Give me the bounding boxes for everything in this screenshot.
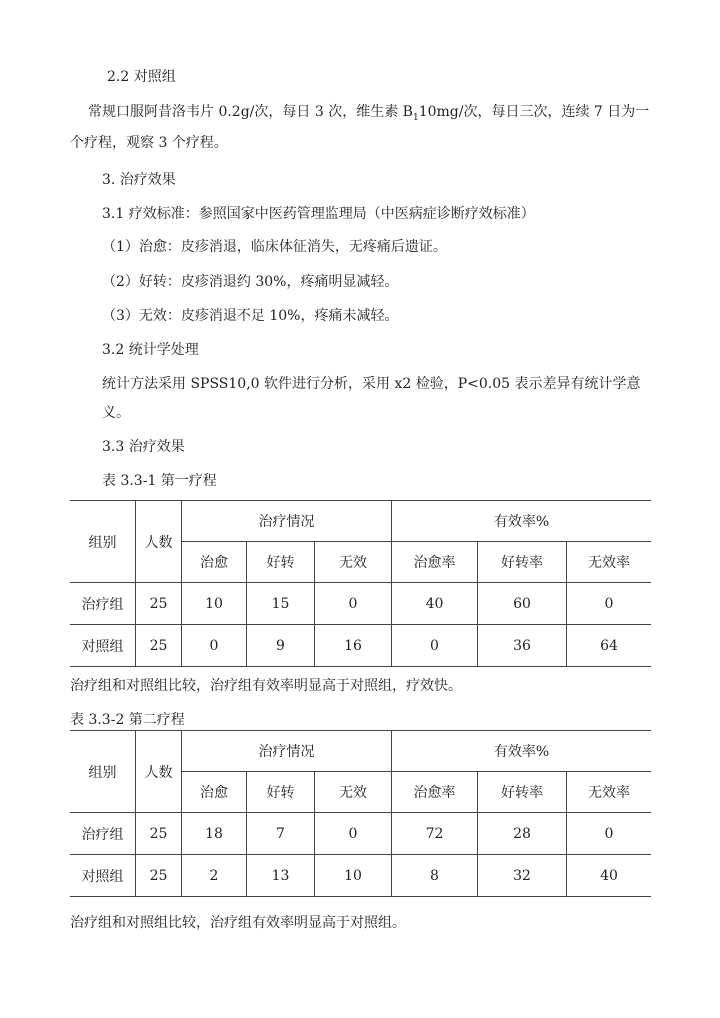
cell: 0 (392, 625, 478, 667)
section-heading: 3.2 统计学处理 (102, 342, 199, 358)
results-table-1 (70, 500, 651, 667)
paragraph: 统计方法采用 SPSS10,0 软件进行分析，采用 x2 检验，P<0.05 表示差异有统计学意 (102, 376, 641, 392)
header-treatment: 治疗情况 (182, 501, 392, 542)
header-cure-rate: 治愈率 (392, 542, 478, 583)
header-cured: 治愈 (182, 542, 247, 583)
header-group: 组别 (70, 731, 136, 813)
criteria-item: （3）无效：皮疹消退不足 10%，疼痛未减轻。 (102, 308, 399, 324)
cell: 对照组 (70, 855, 136, 897)
cell: 0 (182, 625, 247, 667)
cell: 16 (315, 625, 392, 667)
section-heading: 3. 治疗效果 (102, 172, 176, 188)
cell: 10 (182, 583, 247, 625)
paragraph: 义。 (102, 405, 130, 421)
results-table-2 (70, 730, 651, 897)
cell: 治疗组 (70, 813, 136, 855)
header-improve-rate: 好转率 (478, 772, 567, 813)
header-improved: 好转 (247, 542, 315, 583)
cell: 0 (315, 813, 392, 855)
cell: 0 (567, 583, 652, 625)
subscript: 1 (412, 112, 419, 123)
cell: 60 (478, 583, 567, 625)
cell: 25 (136, 625, 182, 667)
header-cure-rate: 治愈率 (392, 772, 478, 813)
cell: 25 (136, 583, 182, 625)
section-heading: 3.3 治疗效果 (102, 439, 185, 455)
section-heading: 2.2 对照组 (107, 69, 176, 85)
cell: 72 (392, 813, 478, 855)
cell: 8 (392, 855, 478, 897)
paragraph (88, 103, 649, 127)
cell: 13 (247, 855, 315, 897)
header-count: 人数 (136, 501, 182, 583)
cell: 2 (182, 855, 247, 897)
cell: 28 (478, 813, 567, 855)
table-caption: 表 3.3-2 第二疗程 (70, 712, 185, 728)
table-note: 治疗组和对照组比较，治疗组有效率明显高于对照组，疗效快。 (70, 678, 462, 694)
cell: 40 (392, 583, 478, 625)
cell: 25 (136, 813, 182, 855)
cell: 治疗组 (70, 583, 136, 625)
table-row (70, 625, 651, 667)
cell: 15 (247, 583, 315, 625)
cell: 64 (567, 625, 652, 667)
header-ineffective-rate: 无效率 (567, 542, 652, 583)
header-ineffective: 无效 (315, 542, 392, 583)
cell: 18 (182, 813, 247, 855)
table-caption: 表 3.3-1 第一疗程 (102, 473, 217, 489)
table-note: 治疗组和对照组比较，治疗组有效率明显高于对照组。 (70, 915, 406, 931)
paragraph: 个疗程，观察 3 个疗程。 (70, 135, 228, 151)
table-row (70, 855, 651, 897)
cell: 36 (478, 625, 567, 667)
text: 10mg/次，每日三次，连续 7 日为一 (418, 104, 650, 120)
header-group: 组别 (70, 501, 136, 583)
table-row (70, 813, 651, 855)
cell: 25 (136, 855, 182, 897)
cell: 9 (247, 625, 315, 667)
header-count: 人数 (136, 731, 182, 813)
header-efficacy: 有效率% (392, 731, 652, 772)
header-efficacy: 有效率% (392, 501, 652, 542)
criteria-item: （2）好转：皮疹消退约 30%，疼痛明显减轻。 (102, 274, 399, 290)
criteria-item: （1）治愈：皮疹消退，临床体征消失，无疼痛后遗证。 (102, 239, 447, 255)
cell: 0 (567, 813, 652, 855)
cell: 对照组 (70, 625, 136, 667)
header-treatment: 治疗情况 (182, 731, 392, 772)
header-ineffective: 无效 (315, 772, 392, 813)
cell: 40 (567, 855, 652, 897)
section-heading: 3.1 疗效标准：参照国家中医药管理监理局（中医病症诊断疗效标准） (102, 206, 535, 222)
text: 常规口服阿昔洛韦片 0.2g/次，每日 3 次，维生素 B (88, 104, 413, 120)
cell: 7 (247, 813, 315, 855)
table-row (70, 583, 651, 625)
header-improved: 好转 (247, 772, 315, 813)
header-ineffective-rate: 无效率 (567, 772, 652, 813)
cell: 0 (315, 583, 392, 625)
header-improve-rate: 好转率 (478, 542, 567, 583)
cell: 32 (478, 855, 567, 897)
header-cured: 治愈 (182, 772, 247, 813)
cell: 10 (315, 855, 392, 897)
